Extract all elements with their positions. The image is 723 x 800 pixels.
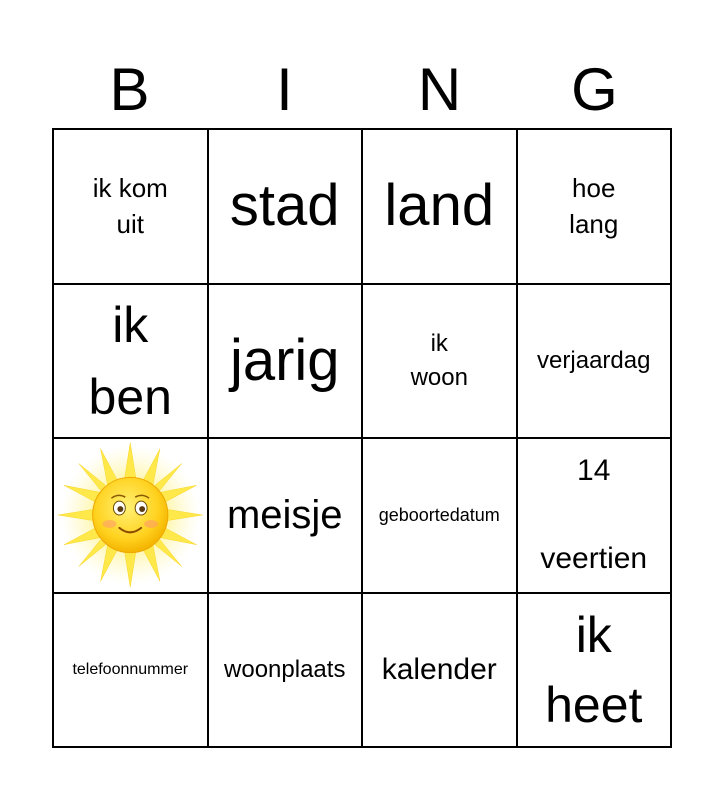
header-letter-b: B (109, 56, 150, 123)
bingo-cell[interactable] (209, 130, 364, 285)
bingo-cell[interactable] (209, 285, 364, 440)
cell-label: ik ben (88, 296, 172, 425)
bingo-cell[interactable] (363, 285, 518, 440)
header-letter-i: I (276, 56, 293, 123)
cell-label: 14 veertien (540, 454, 648, 576)
bingo-cell[interactable] (363, 439, 518, 594)
smiling-sun-icon (56, 440, 205, 590)
bingo-cell[interactable] (518, 439, 673, 594)
cell-label: meisje (226, 493, 343, 538)
bingo-cell[interactable] (54, 594, 209, 749)
cell-label: verjaardag (537, 346, 651, 374)
cell-label: ik woon (410, 329, 468, 391)
bingo-card (52, 128, 672, 748)
cell-label: ik kom uit (92, 173, 168, 240)
cell-label: jarig (229, 327, 340, 393)
bingo-cell[interactable] (54, 130, 209, 285)
header-letter-n: N (417, 56, 462, 123)
cell-label: telefoonnummer (72, 660, 189, 678)
header-letter-g: G (571, 56, 618, 123)
cell-label: ik heet (545, 606, 643, 733)
bingo-cell[interactable] (363, 130, 518, 285)
bingo-cell[interactable] (54, 439, 209, 594)
bingo-cell[interactable] (518, 285, 673, 440)
cell-label: land (384, 173, 495, 239)
cell-label: stad (229, 173, 340, 239)
cell-label: geboortedatum (378, 505, 500, 526)
bingo-cell[interactable] (518, 594, 673, 749)
cell-label: hoe lang (569, 173, 619, 240)
bingo-cell[interactable] (209, 594, 364, 749)
bingo-cell[interactable] (518, 130, 673, 285)
bingo-cell[interactable] (209, 439, 364, 594)
cell-label: woonplaats (224, 655, 346, 683)
bingo-cell[interactable] (363, 594, 518, 749)
cell-label: kalender (381, 652, 497, 686)
bingo-cell[interactable] (54, 285, 209, 440)
bingo-header (52, 52, 672, 128)
